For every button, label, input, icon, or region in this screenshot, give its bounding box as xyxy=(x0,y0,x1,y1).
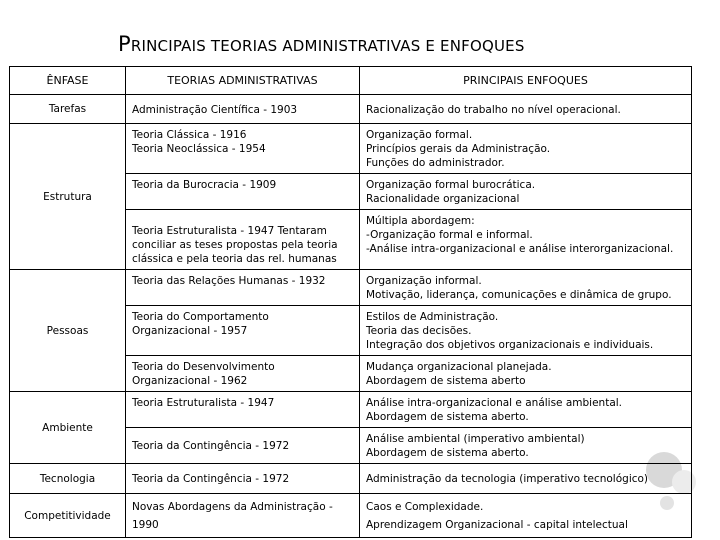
focus-cell xyxy=(360,124,692,174)
theory-cell xyxy=(126,392,360,428)
text-line: -Organização formal e informal. xyxy=(366,229,533,241)
focus-cell xyxy=(360,210,692,270)
emphasis-cell: Pessoas xyxy=(10,270,126,392)
text-line: Análise intra-organizacional e análise ambiental. xyxy=(366,397,623,409)
theory-cell xyxy=(126,464,360,494)
text-line: 1990 xyxy=(132,519,159,531)
text-line: Motivação, liderança, comunicações e dinâmica de grupo. xyxy=(366,289,672,301)
theory-cell xyxy=(126,95,360,124)
text-line: conciliar as teses propostas pela teoria xyxy=(132,239,338,251)
theories-table xyxy=(9,66,692,538)
text-line: Teoria da Burocracia - 1909 xyxy=(132,179,277,191)
text-line: Teoria das Relações Humanas - 1932 xyxy=(132,275,326,287)
text-line: Teoria Clássica - 1916 xyxy=(132,129,247,141)
theory-cell xyxy=(126,428,360,464)
text-line: Teoria Estruturalista - 1947 Tentaram xyxy=(132,225,327,237)
text-line: -Análise intra-organizacional e análise interorganizacional. xyxy=(366,243,674,255)
text-line: Funções do administrador. xyxy=(366,157,505,169)
column-header-enfoques: PRINCIPAIS ENFOQUES xyxy=(360,67,692,95)
table-row xyxy=(10,494,692,538)
focus-cell xyxy=(360,428,692,464)
theory-cell xyxy=(126,270,360,306)
text-line: Abordagem de sistema aberto. xyxy=(366,447,529,459)
text-line: Organização informal. xyxy=(366,275,482,287)
table-header-row xyxy=(10,67,692,95)
text-line: Novas Abordagens da Administração - xyxy=(132,501,333,513)
text-line: Teoria da Contingência - 1972 xyxy=(132,440,290,452)
text-line: Análise ambiental (imperativo ambiental) xyxy=(366,433,585,445)
text-line: clássica e pela teoria das rel. humanas xyxy=(132,253,337,265)
emphasis-cell: Tarefas xyxy=(10,95,126,124)
focus-cell xyxy=(360,270,692,306)
focus-cell xyxy=(360,95,692,124)
table-row xyxy=(10,95,692,124)
text-line: Teoria do Desenvolvimento xyxy=(132,361,275,373)
table-row xyxy=(10,270,692,306)
focus-cell xyxy=(360,356,692,392)
table-row xyxy=(10,464,692,494)
text-line: Organizacional - 1957 xyxy=(132,325,248,337)
emphasis-cell: Tecnologia xyxy=(10,464,126,494)
text-line: Teoria do Comportamento xyxy=(132,311,269,323)
text-line: Caos e Complexidade. xyxy=(366,501,484,513)
focus-cell xyxy=(360,392,692,428)
text-line: Mudança organizacional planejada. xyxy=(366,361,552,373)
theory-cell xyxy=(126,174,360,210)
emphasis-cell: Ambiente xyxy=(10,392,126,464)
theory-cell xyxy=(126,306,360,356)
text-line: Teoria Neoclássica - 1954 xyxy=(132,143,266,155)
text-line: Aprendizagem Organizacional - capital intelectual xyxy=(366,519,628,531)
focus-cell xyxy=(360,306,692,356)
text-line: Estilos de Administração. xyxy=(366,311,499,323)
text-line: Administração da tecnologia (imperativo tecnológico) xyxy=(366,473,649,485)
text-line: Organização formal. xyxy=(366,129,473,141)
column-header-enfase: ÊNFASE xyxy=(10,67,126,95)
text-line: Administração Científica - 1903 xyxy=(132,103,298,116)
text-line: Teoria das decisões. xyxy=(366,325,472,337)
text-line: Teoria da Contingência - 1972 xyxy=(132,473,290,485)
column-header-teorias: TEORIAS ADMINISTRATIVAS xyxy=(126,67,360,95)
theory-cell xyxy=(126,210,360,270)
emphasis-cell: Competitividade xyxy=(10,494,126,538)
text-line: Racionalização do trabalho no nível operacional. xyxy=(366,103,621,116)
text-line: Princípios gerais da Administração. xyxy=(366,143,551,155)
text-line: Racionalidade organizacional xyxy=(366,193,520,205)
text-line: Teoria Estruturalista - 1947 xyxy=(132,397,275,409)
text-line: Organizacional - 1962 xyxy=(132,375,248,387)
emphasis-cell: Estrutura xyxy=(10,124,126,270)
page-title: PRINCIPAIS TEORIAS ADMINISTRATIVAS E ENFOQUES xyxy=(118,32,525,56)
focus-cell xyxy=(360,174,692,210)
text-line: Abordagem de sistema aberto. xyxy=(366,411,529,423)
theory-cell xyxy=(126,124,360,174)
text-line: Integração dos objetivos organizacionais e individuais. xyxy=(366,339,654,351)
theory-cell xyxy=(126,494,360,538)
table-row xyxy=(10,392,692,428)
theory-cell xyxy=(126,356,360,392)
focus-cell xyxy=(360,464,692,494)
text-line: Organização formal burocrática. xyxy=(366,179,536,191)
table-row xyxy=(10,124,692,174)
text-line: Múltipla abordagem: xyxy=(366,215,475,227)
text-line: Abordagem de sistema aberto xyxy=(366,375,526,387)
focus-cell xyxy=(360,494,692,538)
